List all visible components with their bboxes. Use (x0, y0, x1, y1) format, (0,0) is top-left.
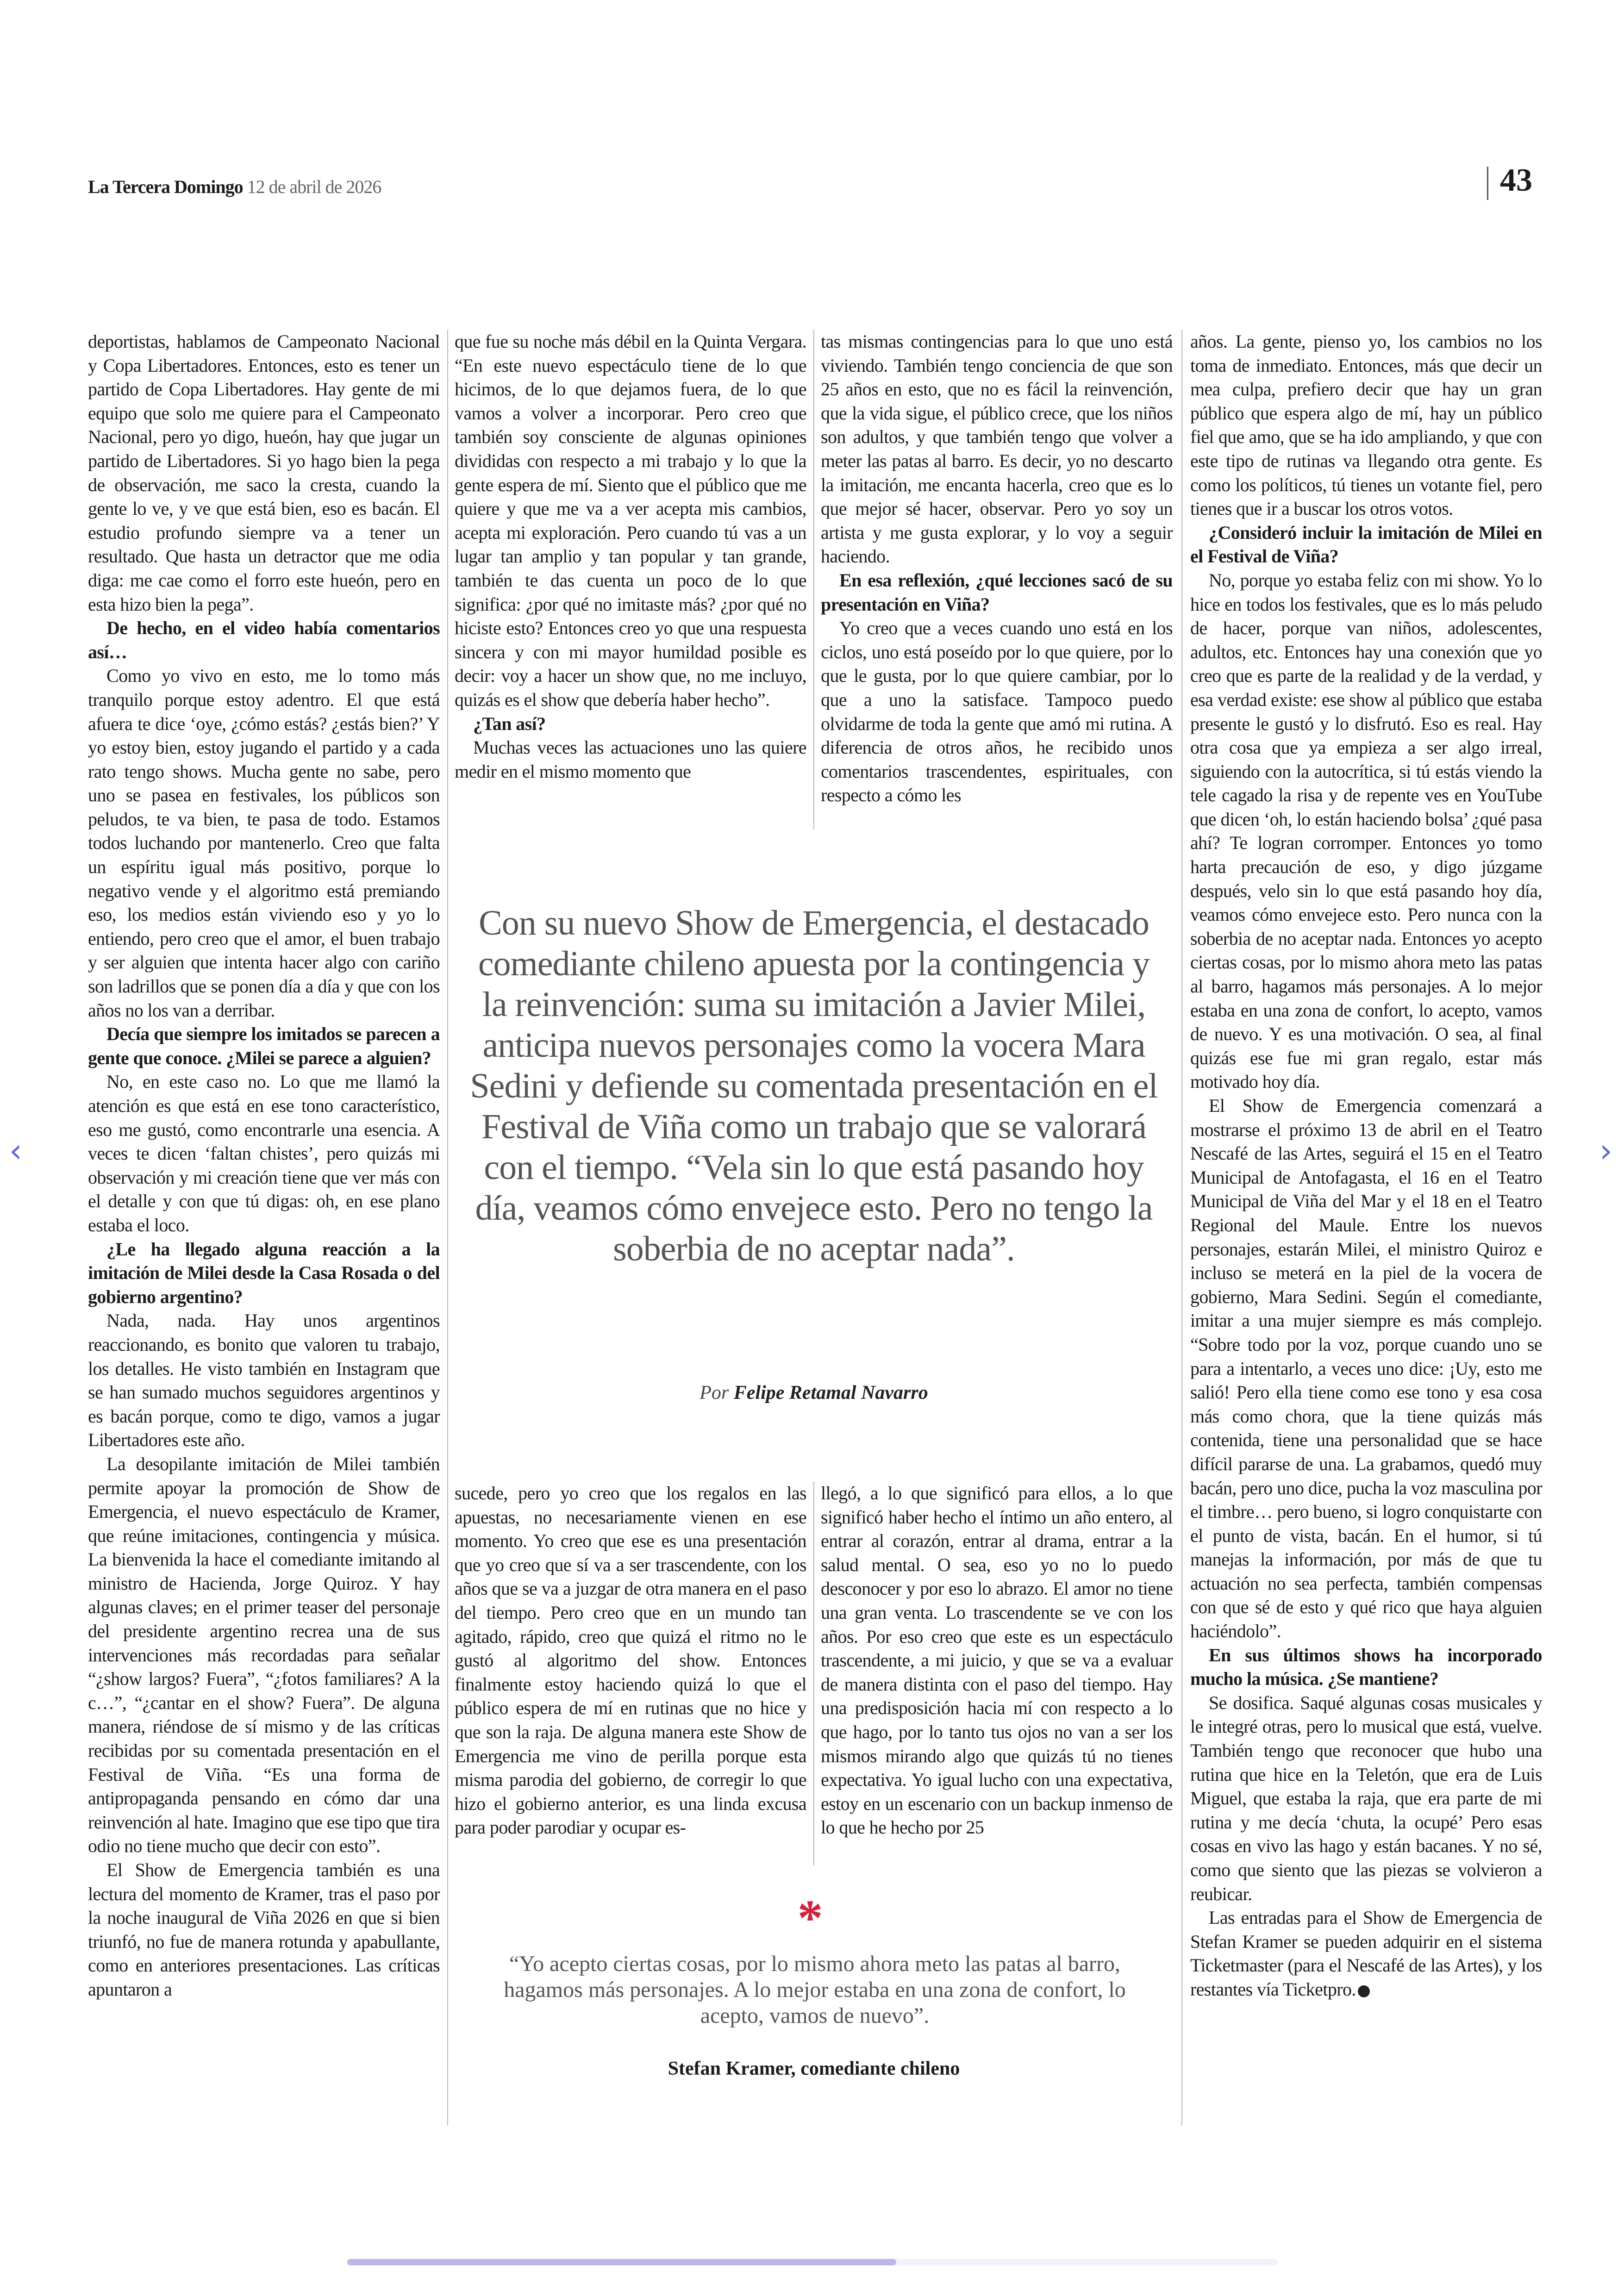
pull-quote: Con su nuevo Show de Emergencia, el destacado comediante chileno apuesta por la contingencia y la reinvención: suma su imitación a Javier Milei, anticipa nuevos personajes como la vocera Mara Sedini y defiende su comentada presentación en el Festival de Viña como un trabajo que se valorará con el tiempo. “Vela sin lo que está pasando hoy día, veamos cómo envejece esto. Pero no tengo la soberbia de no aceptar nada”. (470, 904, 1158, 1268)
horizontal-scrollbar[interactable] (347, 2259, 1278, 2265)
paragraph: La desopilante imitación de Milei también permite apoyar la promoción de Show de Emergencia, el nuevo espectáculo de Kramer, que reúne imitaciones, contingencia y música. La bienvenida la hace el comediante imitando al ministro de Hacienda, Jorge Quiroz. Y hay algunas claves; en el primer teaser del personaje del presidente argentino recrea una de sus intervenciones más recordadas para señalar “¿show largos? Fuera”, “¿fotos familiares? A la c…”, “¿cantar en el show? Fuera”. De alguna manera, riéndose de sí mismo y de las críticas recibidas por su comentada presentación en el Festival de Viña. “Es una forma de antipropaganda pensando en cómo dar una reinvención al hate. Imagino que ese tipo que tira odio no tiene mucho que decir con esto”. (88, 1453, 440, 1857)
interview-question: De hecho, en el video había comentarios así… (88, 617, 440, 662)
article-column-2-top (455, 330, 806, 783)
end-of-article-icon (1358, 1985, 1370, 1997)
paragraph: Se dosifica. Saqué algunas cosas musicales y le integré otras, pero lo musical que está, vuelve. También tengo que reconocer que hubo una rutina que hice en la Teletón, que era de Luis Miguel, que estaba la raja, que era parte de mi rutina y me decía ‘chuta, la ocupé’ Pero esas cosas en vivo las hago y están bacanes. Y no sé, como que siento que las piezas se volvieron a reubicar. (1190, 1692, 1542, 1904)
byline (469, 1382, 1159, 1404)
paragraph (1190, 1906, 1542, 2001)
interview-question: Decía que siempre los imitados se parecen a gente que conoce. ¿Milei se parece a alguien? (88, 1023, 440, 1068)
column-divider (1181, 330, 1182, 2126)
column-divider (813, 1481, 814, 1865)
interview-question: ¿Le ha llegado alguna reacción a la imitación de Milei desde la Casa Rosada o del gobierno argentino? (88, 1238, 440, 1307)
paragraph: llegó, a lo que significó para ellos, a lo que significó haber hecho el íntimo un año entero, al entrar al corazón, entrar al drama, entrar a la salud mental. O sea, eso yo no lo puedo desconocer y por eso lo abrazo. El amor no tiene una gran venta. Lo trascendente se ve con los años. Por eso creo que este es un espectáculo trascendente, a mi juicio, y que se va a evaluar de manera distinta con el paso del tiempo. Hay una predisposición hacia mí con respecto a lo que hago, por lo tanto tus ojos no van a ser los mismos mirando algo que quizás tú no tienes expectativa. Yo igual lucho con una expectativa, estoy en un escenario con un backup inmenso de lo que he hecho por 25 (821, 1483, 1173, 1838)
paragraph: No, en este caso no. Lo que me llamó la atención es que está en ese tono característico, eso me gustó, como encontrarle una esencia. A veces te dicen ‘faltan chistes’, pero quizás mi observación y mi creación tiene que ver más con el detalle y con que tú digas: oh, en ese plano estaba el loco. (88, 1071, 440, 1235)
previous-page-button[interactable]: ‹ (9, 1132, 22, 1170)
column-divider (813, 330, 814, 829)
paragraph: Nada, nada. Hay unos argentinos reaccionando, es bonito que valoren tu trabajo, los detalles. He visto también en Instagram que se han sumado muchos seguidores argentinos y es bacán porque, como te digo, vamos a jugar Libertadores este año. (88, 1310, 440, 1451)
paragraph: sucede, pero yo creo que los regalos en las apuestas, no necesariamente vienen en ese momento. Yo creo que ese es una presentación que yo creo que sí va a ser trascendente, con los años que se va a juzgar de otra manera en el paso del tiempo. Pero creo que en un mundo tan agitado, rápido, creo que quizá el ritmo no le gustó al algoritmo del show. Entonces finalmente estoy haciendo quizá lo que el público espera de mí en rutinas que no hice y que son la raja. De alguna manera este Show de Emergencia me vino de perilla porque esta misma parodia del gobierno, de corregir lo que hizo el gobierno anterior, es una linda excusa para poder parodiar y ocupar es- (455, 1483, 806, 1838)
paragraph: Muchas veces las actuaciones uno las quiere medir en el mismo momento que (455, 737, 806, 782)
paragraph: años. La gente, pienso yo, los cambios no los toma de inmediato. Entonces, más que decir un mea culpa, prefiero decir que hay un gran público que espera algo de mí, hay un público fiel que amo, que se ha ido ampliando, y que con este tipo de rutinas va llegando otra gente. Es como los políticos, tú tienes un votante fiel, pero tienes que ir a buscar los otros votos. (1190, 331, 1542, 519)
publication-line (88, 176, 381, 198)
byline-author: Felipe Retamal Navarro (733, 1382, 928, 1403)
publication-name: La Tercera Domingo (88, 176, 243, 197)
interview-question: En esa reflexión, ¿qué lecciones sacó de su presentación en Viña? (821, 569, 1173, 615)
interview-question: ¿Tan así? (473, 713, 546, 734)
paragraph: El Show de Emergencia también es una lectura del momento de Kramer, tras el paso por la noche inaugural de Viña 2026 en que si bien triunfó, no fue de manera rotunda y apabullante, como en anteriores presentaciones. Las críticas apuntaron a (88, 1859, 440, 2000)
paragraph: Como yo vivo en esto, me lo tomo más tranquilo porque estoy adentro. El que está afuera te dice ‘oye, ¿cómo estás? ¿estás bien?’ Y yo estoy bien, estoy jugando el partido y a cada rato tengo shows. Mucha gente no sabe, pero uno se pasea en festivales, los públicos son peludos, te va bien, te pasa de todo. Estamos todos luchando por mantenerlo. Creo que falta un espíritu igual más positivo, porque lo negativo vende y el algoritmo está premiando eso, los medios están viviendo eso y yo lo entiendo, pero creo que el amor, el buen trabajo y ser alguien que intenta hacer algo con cariño son ladrillos que se ponen día a día y que con los años no los van a derribar. (88, 665, 440, 1021)
paragraph: No, porque yo estaba feliz con mi show. Yo lo hice en todos los festivales, que es lo más peludo de hacer, porque van niños, adolescentes, adultos, etc. Entonces hay una conexión que yo creo que es parte de la realidad y de la verdad, y esa verdad existe: ese show al público que estaba presente le gustó y lo disfrutó. Eso es real. Hay otra cosa que ya empieza a ser algo irreal, siguiendo con la autocrítica, si tú estás viendo la tele cagado la risa y de repente ves en YouTube que dicen ‘oh, lo están haciendo bolsa’ ¿qué pasa ahí? Te logran corromper. Entonces yo tomo harta precaución de eso, y digo júzgame después, velo sin lo que está pasando hoy día, veamos cómo envejece esto. Pero nunca con la soberbia de no aceptar nada. Entonces yo acepto ciertas cosas, por lo mismo ahora meto las patas al barro, hagamos más personajes. A lo mejor estaba en una zona de confort, lo acepto, vamos de nuevo. Y es una motivación. O sea, al final quizás ese fue mi gran regalo, estar más motivado hoy día. (1190, 569, 1542, 1092)
article-column-4 (1190, 330, 1542, 2002)
asterisk-icon: * (797, 1890, 823, 1946)
paragraph: El Show de Emergencia comenzará a mostrarse el próximo 13 de abril en el Teatro Nescafé de las Artes, seguirá el 15 en el Teatro Municipal de Antofagasta, el 16 en el Teatro Municipal de Viña del Mar y el 18 en el Teatro Regional del Maule. Entre los nuevos personajes, estarán Milei, el ministro Quiroz e incluso se meterá en la piel de la vocera de gobierno, Mara Sedini. Según el comediante, imitar a una mujer siempre es más complejo. “Sobre todo por la voz, porque cuando uno se para a intentarlo, a veces uno dice: ¡Uy, esto me salió! Pero ella tiene como ese tono y esa cosa más como chora, que la tiene quizás más contenida, tiene una personalidad que se hace difícil pararse de una. La grabamos, quedó muy bacán, pero uno dice, pucha la voz masculina por el timbre… pero bueno, si logro conquistarte con el punto de vista, bacán. En el humor, si tú manejas la información, por más de que tu actuación no sea perfecta, también compensas con que sé de esto y qué rico que haya alguien haciéndolo”. (1190, 1095, 1542, 1642)
highlight-quote: “Yo acepto ciertas cosas, por lo mismo ahora meto las patas al barro, hagamos más personajes. A lo mejor estaba en una zona de confort, lo acepto, vamos de nuevo”. (504, 1952, 1126, 2028)
article-column-3-bottom (821, 1481, 1173, 1840)
scrollbar-thumb[interactable] (347, 2259, 896, 2265)
article-column-3-top (821, 330, 1173, 807)
paragraph: deportistas, hablamos de Campeonato Nacional y Copa Libertadores. Entonces, esto es tener un partido de Copa Libertadores. Hay gente de mi equipo que solo me quiere para el Campeonato Nacional, pero yo digo, hueón, hay que jugar un partido de Libertadores. Si yo hago bien la pega de observación, me saco la cresta, cuando la gente lo ve, y ve que está bien, eso es bacán. El estudio profundo siempre va a tener un resultado. Que hasta un detractor que me odia diga: me cae como el forro este hueón, pero en esta hizo bien la pega”. (88, 331, 440, 615)
paragraph: que fue su noche más débil en la Quinta Vergara. “En este nuevo espectáculo tiene de lo que hicimos, de lo que dejamos fuera, de lo que vamos a volver a incorporar. Pero creo que también soy consciente de algunas opiniones divididas con respecto a mi trabajo y lo que la gente espera de mí. Siento que el público que me quiere y que me va a ver acepta mis cambios, acepta mi exploración. Pero cuando tú vas a un lugar tan amplio y tan popular y tan grande, también te das cuenta un poco de lo que significa: ¿por qué no imitaste más? ¿por qué no hiciste esto? Entonces creo yo que una respuesta sincera y con mi mayor humildad posible es decir: voy a hacer un show que, no me incluyo, quizás es el show que debería haber hecho”. (455, 331, 806, 710)
interview-question: ¿Consideró incluir la imitación de Milei en el Festival de Viña? (1190, 522, 1542, 567)
paragraph: tas mismas contingencias para lo que uno está viviendo. También tengo conciencia de que son 25 años en esto, que no es fácil la reinvención, que la vida sigue, el público crece, que los niños son adultos, y que también tengo que volver a meter las patas al barro. Es decir, yo no descarto la imitación, me encanta hacerla, creo que es lo que mejor sé hacer, observar. Pero yo soy un artista y me gusta explorar, y lo voy a seguir haciendo. (821, 331, 1173, 567)
quote-attribution: Stefan Kramer, comediante chileno (668, 2058, 960, 2079)
closing-text: Las entradas para el Show de Emergencia de Stefan Kramer se pueden adquirir en el sistema Ticketmaster (para el Nescafé de las Artes), y los restantes vía Ticketpro. (1190, 1907, 1542, 2000)
interview-question: En sus últimos shows ha incorporado mucho la música. ¿Se mantiene? (1190, 1644, 1542, 1690)
article-column-1 (88, 330, 440, 2002)
page-number: 43 (1500, 162, 1532, 198)
column-divider (447, 330, 448, 2126)
article-column-2-bottom (455, 1481, 806, 1840)
paragraph: Yo creo que a veces cuando uno está en los ciclos, uno está poseído por lo que quiere, por lo que le gusta, por lo que quiere cambiar, por lo que a uno la satisface. Tampoco puedo olvidarme de toda la gente que amó mi rutina. A diferencia de otros años, he recibido unos comentarios trascendentes, espirituales, con respecto a cómo les (821, 617, 1173, 806)
next-page-button[interactable]: › (1599, 1132, 1612, 1170)
byline-prefix: Por (700, 1382, 729, 1403)
issue-date: 12 de abril de 2026 (247, 176, 381, 197)
header-divider (1487, 167, 1488, 200)
